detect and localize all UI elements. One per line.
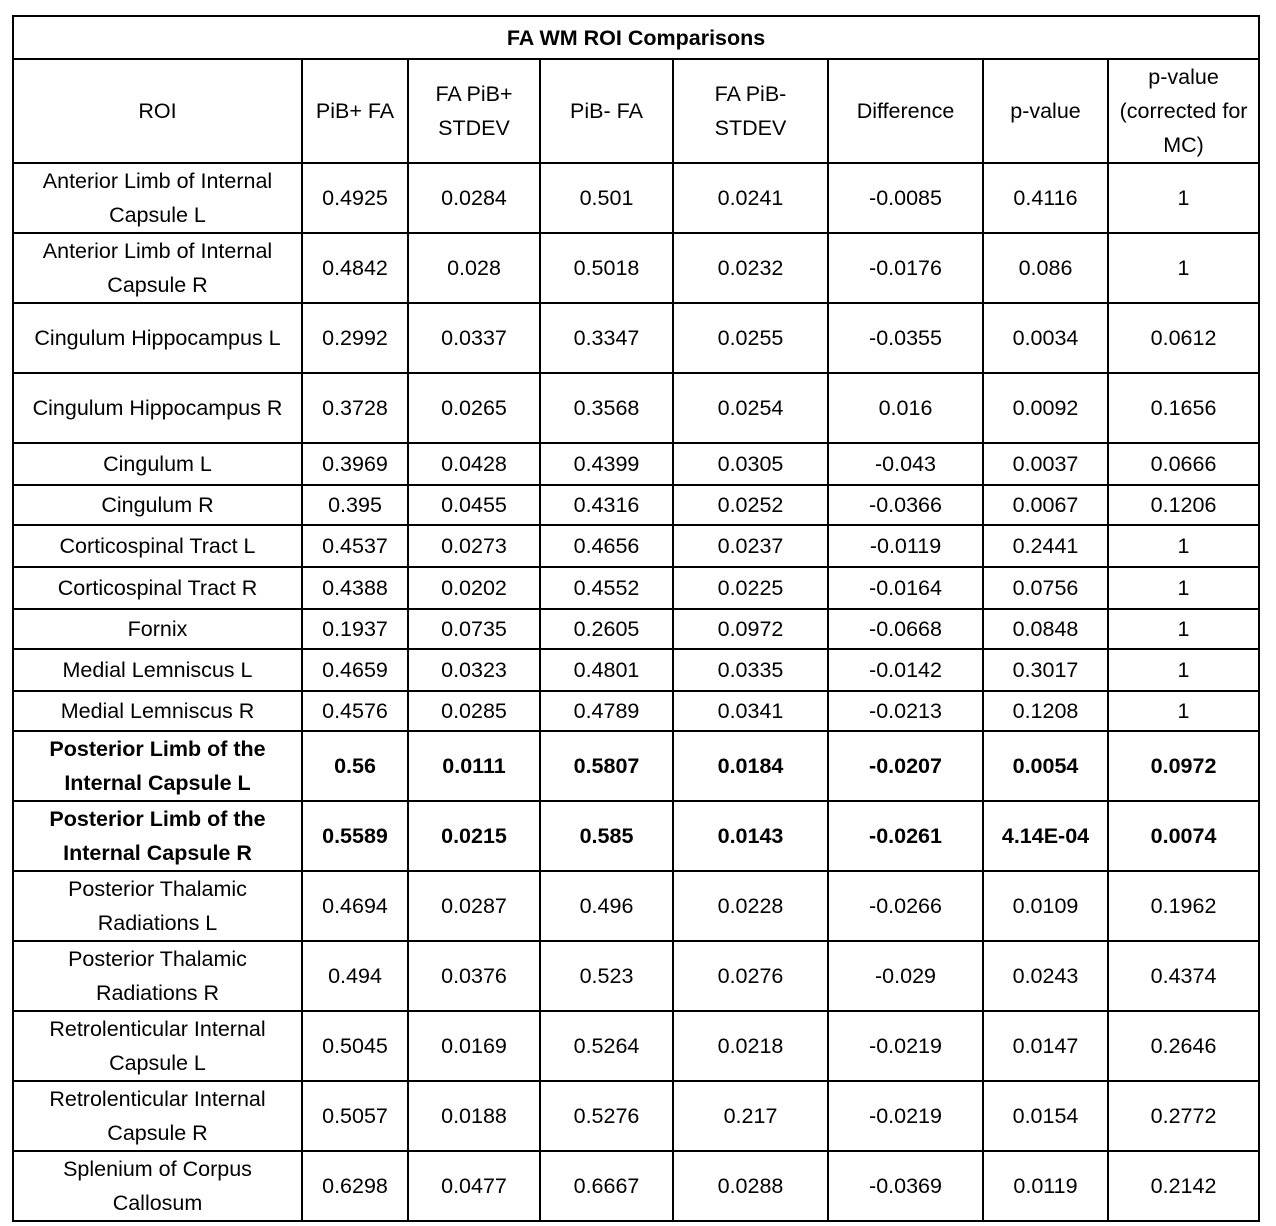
pib-pos-fa-cell: 0.494 (302, 941, 408, 1011)
pib-pos-stdev-cell: 0.0202 (408, 567, 540, 609)
p-corrected-cell: 0.0972 (1108, 731, 1259, 801)
column-header-pib-pos-stdev: FA PiB+ STDEV (408, 59, 540, 163)
p-corrected-cell: 1 (1108, 649, 1259, 691)
roi-cell: Splenium of Corpus Callosum (13, 1151, 302, 1221)
p-corrected-cell: 0.0074 (1108, 801, 1259, 871)
pib-pos-fa-cell: 0.4842 (302, 233, 408, 303)
pib-pos-stdev-cell: 0.0428 (408, 443, 540, 485)
pib-pos-stdev-cell: 0.0337 (408, 303, 540, 373)
pib-neg-fa-cell: 0.501 (540, 163, 673, 233)
pib-neg-fa-cell: 0.5276 (540, 1081, 673, 1151)
table-row (13, 691, 1259, 731)
pib-pos-stdev-cell: 0.0477 (408, 1151, 540, 1221)
pib-neg-stdev-cell: 0.0335 (673, 649, 828, 691)
pib-pos-stdev-cell: 0.0323 (408, 649, 540, 691)
pib-neg-fa-cell: 0.5264 (540, 1011, 673, 1081)
roi-cell: Retrolenticular Internal Capsule R (13, 1081, 302, 1151)
pib-neg-fa-cell: 0.496 (540, 871, 673, 941)
fa-wm-roi-comparisons-table (12, 15, 1260, 1222)
pib-neg-fa-cell: 0.5018 (540, 233, 673, 303)
p-corrected-cell: 0.2646 (1108, 1011, 1259, 1081)
difference-cell: -0.0142 (828, 649, 983, 691)
table-row (13, 941, 1259, 1011)
difference-cell: -0.0355 (828, 303, 983, 373)
p-value-cell: 4.14E-04 (983, 801, 1108, 871)
pib-neg-stdev-cell: 0.0225 (673, 567, 828, 609)
pib-neg-fa-cell: 0.4789 (540, 691, 673, 731)
roi-cell: Cingulum Hippocampus R (13, 373, 302, 443)
table-body (13, 163, 1259, 1221)
pib-neg-stdev-cell: 0.217 (673, 1081, 828, 1151)
pib-neg-fa-cell: 0.6667 (540, 1151, 673, 1221)
pib-neg-fa-cell: 0.4552 (540, 567, 673, 609)
table-row (13, 609, 1259, 649)
pib-neg-fa-cell: 0.2605 (540, 609, 673, 649)
roi-cell: Cingulum R (13, 485, 302, 525)
difference-cell: -0.0261 (828, 801, 983, 871)
pib-neg-stdev-cell: 0.0143 (673, 801, 828, 871)
column-header-p-value: p-value (983, 59, 1108, 163)
p-corrected-cell: 0.1962 (1108, 871, 1259, 941)
pib-neg-fa-cell: 0.3347 (540, 303, 673, 373)
roi-cell: Corticospinal Tract L (13, 525, 302, 567)
pib-pos-fa-cell: 0.5057 (302, 1081, 408, 1151)
p-value-cell: 0.1208 (983, 691, 1108, 731)
pib-pos-stdev-cell: 0.0376 (408, 941, 540, 1011)
pib-pos-stdev-cell: 0.0285 (408, 691, 540, 731)
pib-neg-stdev-cell: 0.0241 (673, 163, 828, 233)
column-header-p-corrected: p-value (corrected for MC) (1108, 59, 1259, 163)
pib-neg-stdev-cell: 0.0255 (673, 303, 828, 373)
column-header-pib-neg-stdev: FA PiB- STDEV (673, 59, 828, 163)
pib-pos-stdev-cell: 0.0265 (408, 373, 540, 443)
difference-cell: -0.0176 (828, 233, 983, 303)
p-value-cell: 0.0147 (983, 1011, 1108, 1081)
table-row (13, 443, 1259, 485)
p-value-cell: 0.4116 (983, 163, 1108, 233)
pib-neg-stdev-cell: 0.0276 (673, 941, 828, 1011)
p-value-cell: 0.0092 (983, 373, 1108, 443)
column-header-roi: ROI (13, 59, 302, 163)
table-row (13, 801, 1259, 871)
pib-neg-stdev-cell: 0.0237 (673, 525, 828, 567)
p-value-cell: 0.0054 (983, 731, 1108, 801)
difference-cell: -0.0219 (828, 1081, 983, 1151)
pib-neg-fa-cell: 0.4399 (540, 443, 673, 485)
table-row (13, 1081, 1259, 1151)
pib-neg-stdev-cell: 0.0972 (673, 609, 828, 649)
roi-cell: Fornix (13, 609, 302, 649)
difference-cell: 0.016 (828, 373, 983, 443)
p-corrected-cell: 0.2142 (1108, 1151, 1259, 1221)
pib-neg-fa-cell: 0.5807 (540, 731, 673, 801)
pib-pos-stdev-cell: 0.028 (408, 233, 540, 303)
p-corrected-cell: 0.0666 (1108, 443, 1259, 485)
p-value-cell: 0.0119 (983, 1151, 1108, 1221)
pib-pos-stdev-cell: 0.0188 (408, 1081, 540, 1151)
p-value-cell: 0.0067 (983, 485, 1108, 525)
difference-cell: -0.0369 (828, 1151, 983, 1221)
roi-cell: Cingulum L (13, 443, 302, 485)
pib-pos-fa-cell: 0.2992 (302, 303, 408, 373)
p-corrected-cell: 0.0612 (1108, 303, 1259, 373)
difference-cell: -0.0164 (828, 567, 983, 609)
roi-cell: Medial Lemniscus L (13, 649, 302, 691)
difference-cell: -0.043 (828, 443, 983, 485)
table-row (13, 525, 1259, 567)
table-title-row (13, 16, 1259, 59)
pib-neg-stdev-cell: 0.0341 (673, 691, 828, 731)
pib-pos-fa-cell: 0.395 (302, 485, 408, 525)
difference-cell: -0.029 (828, 941, 983, 1011)
table-row (13, 871, 1259, 941)
p-value-cell: 0.0037 (983, 443, 1108, 485)
difference-cell: -0.0207 (828, 731, 983, 801)
pib-neg-fa-cell: 0.3568 (540, 373, 673, 443)
roi-cell: Corticospinal Tract R (13, 567, 302, 609)
column-header-difference: Difference (828, 59, 983, 163)
table-row (13, 1011, 1259, 1081)
roi-cell: Anterior Limb of Internal Capsule L (13, 163, 302, 233)
pib-pos-fa-cell: 0.4694 (302, 871, 408, 941)
p-value-cell: 0.0109 (983, 871, 1108, 941)
table-row (13, 731, 1259, 801)
p-corrected-cell: 0.1656 (1108, 373, 1259, 443)
table-row (13, 485, 1259, 525)
p-value-cell: 0.0034 (983, 303, 1108, 373)
pib-neg-fa-cell: 0.4316 (540, 485, 673, 525)
column-header-row (13, 59, 1259, 163)
p-corrected-cell: 0.1206 (1108, 485, 1259, 525)
pib-pos-fa-cell: 0.3728 (302, 373, 408, 443)
p-corrected-cell: 1 (1108, 609, 1259, 649)
pib-pos-stdev-cell: 0.0455 (408, 485, 540, 525)
pib-neg-stdev-cell: 0.0254 (673, 373, 828, 443)
difference-cell: -0.0366 (828, 485, 983, 525)
p-value-cell: 0.0756 (983, 567, 1108, 609)
pib-pos-fa-cell: 0.4388 (302, 567, 408, 609)
p-corrected-cell: 1 (1108, 525, 1259, 567)
pib-pos-stdev-cell: 0.0111 (408, 731, 540, 801)
pib-neg-stdev-cell: 0.0252 (673, 485, 828, 525)
p-value-cell: 0.086 (983, 233, 1108, 303)
p-corrected-cell: 1 (1108, 567, 1259, 609)
pib-neg-stdev-cell: 0.0184 (673, 731, 828, 801)
roi-cell: Posterior Thalamic Radiations R (13, 941, 302, 1011)
pib-pos-fa-cell: 0.5589 (302, 801, 408, 871)
pib-neg-stdev-cell: 0.0218 (673, 1011, 828, 1081)
pib-pos-stdev-cell: 0.0287 (408, 871, 540, 941)
roi-cell: Posterior Limb of the Internal Capsule R (13, 801, 302, 871)
pib-neg-fa-cell: 0.4656 (540, 525, 673, 567)
difference-cell: -0.0085 (828, 163, 983, 233)
difference-cell: -0.0119 (828, 525, 983, 567)
pib-pos-fa-cell: 0.4576 (302, 691, 408, 731)
table-row (13, 649, 1259, 691)
p-corrected-cell: 1 (1108, 691, 1259, 731)
difference-cell: -0.0213 (828, 691, 983, 731)
table-title: FA WM ROI Comparisons (13, 16, 1259, 59)
p-value-cell: 0.2441 (983, 525, 1108, 567)
roi-cell: Posterior Limb of the Internal Capsule L (13, 731, 302, 801)
pib-neg-stdev-cell: 0.0305 (673, 443, 828, 485)
pib-pos-stdev-cell: 0.0273 (408, 525, 540, 567)
pib-pos-stdev-cell: 0.0735 (408, 609, 540, 649)
difference-cell: -0.0668 (828, 609, 983, 649)
pib-pos-fa-cell: 0.3969 (302, 443, 408, 485)
p-value-cell: 0.3017 (983, 649, 1108, 691)
pib-neg-fa-cell: 0.585 (540, 801, 673, 871)
difference-cell: -0.0266 (828, 871, 983, 941)
p-value-cell: 0.0243 (983, 941, 1108, 1011)
pib-pos-stdev-cell: 0.0215 (408, 801, 540, 871)
roi-cell: Cingulum Hippocampus L (13, 303, 302, 373)
p-corrected-cell: 1 (1108, 163, 1259, 233)
table-row (13, 233, 1259, 303)
column-header-pib-pos-fa: PiB+ FA (302, 59, 408, 163)
pib-neg-stdev-cell: 0.0228 (673, 871, 828, 941)
difference-cell: -0.0219 (828, 1011, 983, 1081)
pib-pos-stdev-cell: 0.0169 (408, 1011, 540, 1081)
pib-pos-fa-cell: 0.4659 (302, 649, 408, 691)
pib-neg-stdev-cell: 0.0288 (673, 1151, 828, 1221)
pib-pos-fa-cell: 0.4537 (302, 525, 408, 567)
table-row (13, 1151, 1259, 1221)
roi-cell: Anterior Limb of Internal Capsule R (13, 233, 302, 303)
pib-pos-fa-cell: 0.4925 (302, 163, 408, 233)
table-row (13, 163, 1259, 233)
p-corrected-cell: 1 (1108, 233, 1259, 303)
table-row (13, 567, 1259, 609)
pib-pos-fa-cell: 0.5045 (302, 1011, 408, 1081)
pib-pos-fa-cell: 0.6298 (302, 1151, 408, 1221)
table-row (13, 373, 1259, 443)
pib-neg-stdev-cell: 0.0232 (673, 233, 828, 303)
pib-pos-fa-cell: 0.1937 (302, 609, 408, 649)
p-value-cell: 0.0154 (983, 1081, 1108, 1151)
pib-pos-stdev-cell: 0.0284 (408, 163, 540, 233)
p-value-cell: 0.0848 (983, 609, 1108, 649)
table-row (13, 303, 1259, 373)
roi-cell: Posterior Thalamic Radiations L (13, 871, 302, 941)
roi-cell: Medial Lemniscus R (13, 691, 302, 731)
pib-neg-fa-cell: 0.4801 (540, 649, 673, 691)
roi-cell: Retrolenticular Internal Capsule L (13, 1011, 302, 1081)
pib-pos-fa-cell: 0.56 (302, 731, 408, 801)
pib-neg-fa-cell: 0.523 (540, 941, 673, 1011)
p-corrected-cell: 0.4374 (1108, 941, 1259, 1011)
p-corrected-cell: 0.2772 (1108, 1081, 1259, 1151)
column-header-pib-neg-fa: PiB- FA (540, 59, 673, 163)
